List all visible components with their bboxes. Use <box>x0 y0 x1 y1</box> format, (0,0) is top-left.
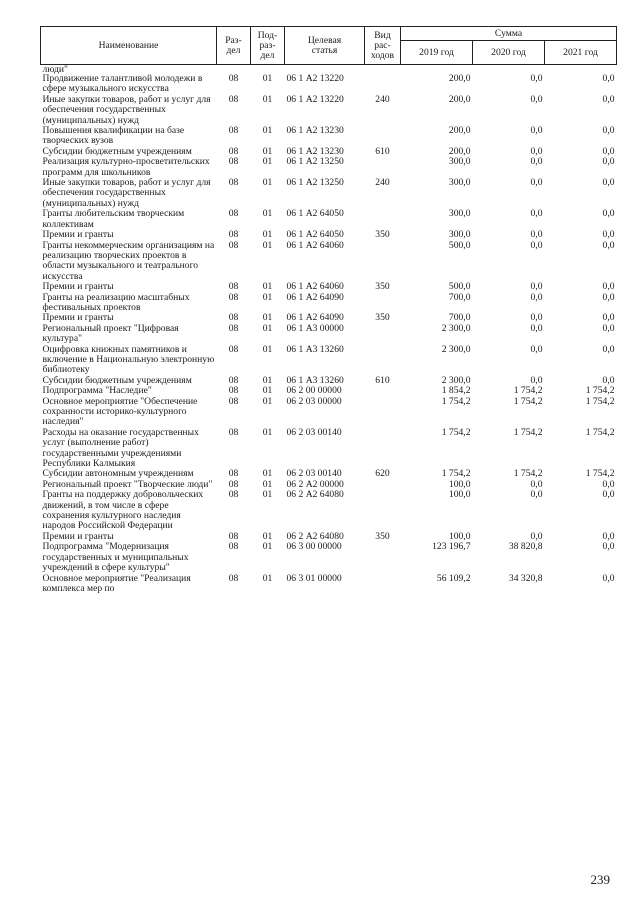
row-sum-2019: 2 300,0 <box>441 374 471 386</box>
row-section: 08 <box>228 73 239 84</box>
row-expense-type <box>365 397 401 428</box>
row-sum-2020: 0,0 <box>530 322 543 334</box>
row-section: 08 <box>228 478 239 490</box>
row-expense-type: 350 <box>375 229 390 241</box>
row-sum-2019: 200,0 <box>448 93 471 105</box>
table-row <box>41 209 617 230</box>
row-name: Иные закупки товаров, работ и услуг для обеспечения государственных (муниципальных) нужд <box>42 93 211 126</box>
table-row <box>41 293 617 314</box>
row-subsection: 01 <box>262 468 273 480</box>
row-sum-2021: 0,0 <box>602 489 615 501</box>
row-expense-type <box>365 324 401 345</box>
row-sum-2020: 1 754,2 <box>513 385 543 397</box>
col-header-sum: Сумма <box>401 27 617 41</box>
row-name: Основное мероприятие "Реализация комплекса мер по <box>42 572 191 594</box>
row-name: Повышения квалификации на базе творческих вузов <box>42 125 185 147</box>
col-header-expense-type: Вид рас- ходов <box>365 27 401 65</box>
row-sum-2019: 500,0 <box>448 281 471 293</box>
row-sum-2019: 200,0 <box>448 145 471 157</box>
row-section: 08 <box>228 281 239 293</box>
row-section: 08 <box>228 208 239 220</box>
row-sum-2020: 0,0 <box>530 177 543 189</box>
row-sum-2020: 0,0 <box>530 145 543 157</box>
row-section: 08 <box>228 177 239 189</box>
row-expense-type <box>365 574 401 595</box>
row-subsection: 01 <box>262 281 273 293</box>
row-subsection: 01 <box>262 125 273 137</box>
row-sum-2020: 0,0 <box>530 73 543 84</box>
col-header-2019: 2019 год <box>401 41 473 65</box>
row-sum-2020: 1 754,2 <box>513 468 543 480</box>
row-sum-2021: 0,0 <box>602 125 615 137</box>
row-sum-2020: 0,0 <box>530 343 543 355</box>
row-expense-type <box>365 480 401 490</box>
row-section: 08 <box>228 156 239 168</box>
row-sum-2021: 0,0 <box>602 572 615 584</box>
table-row <box>41 74 617 95</box>
row-target-item: 06 1 А2 64090 <box>286 291 344 303</box>
row-target-item: 06 2 А2 00000 <box>286 478 344 490</box>
row-sum-2020: 1 754,2 <box>513 395 543 407</box>
row-subsection: 01 <box>262 489 273 501</box>
row-sum-2021: 0,0 <box>602 322 615 334</box>
col-header-2021: 2021 год <box>545 41 617 65</box>
row-sum-2020: 38 820,8 <box>508 541 543 553</box>
row-target-item: 06 1 А2 64060 <box>286 239 344 251</box>
row-sum-2019: 700,0 <box>448 291 471 303</box>
row-sum-2019: 200,0 <box>448 73 471 84</box>
row-subsection: 01 <box>262 291 273 303</box>
table-row <box>41 428 617 470</box>
row-target-item: 06 2 03 00140 <box>286 468 342 480</box>
row-sum-2019: 1 754,2 <box>441 395 471 407</box>
row-name: Региональный проект "Творческие люди" <box>42 478 213 490</box>
row-expense-type <box>365 345 401 376</box>
row-name: Подпрограмма "Наследие" <box>42 385 152 397</box>
row-sum-2020: 0,0 <box>530 530 543 542</box>
page-number: 239 <box>590 872 610 887</box>
row-name: Гранты любительским творческим коллективам <box>42 208 185 230</box>
row-sum-2020: 0,0 <box>530 156 543 168</box>
row-subsection: 01 <box>262 343 273 355</box>
row-name: Реализация культурно-просветительских программ для школьников <box>42 156 210 178</box>
row-name: Региональный проект "Цифровая культура" <box>42 322 179 345</box>
row-expense-type: 610 <box>375 374 390 386</box>
row-section: 08 <box>228 93 239 105</box>
row-subsection: 01 <box>262 541 273 553</box>
row-sum-2021: 0,0 <box>602 208 615 220</box>
row-sum-2019: 1 754,2 <box>441 426 471 438</box>
row-subsection: 01 <box>262 208 273 220</box>
row-subsection: 01 <box>262 374 273 386</box>
row-target-item: 06 3 00 00000 <box>286 541 342 553</box>
row-expense-type: 350 <box>375 312 390 324</box>
table-body <box>41 65 617 595</box>
row-expense-type: 240 <box>375 177 390 189</box>
row-expense-type <box>365 428 401 470</box>
row-sum-2021: 0,0 <box>602 281 615 293</box>
row-target-item: 06 1 А2 13220 <box>286 93 344 105</box>
row-target-item: 06 1 А2 13230 <box>286 145 344 157</box>
row-target-item: 06 1 А2 13250 <box>286 177 344 189</box>
row-sum-2020: 0,0 <box>530 208 543 220</box>
row-sum-2020: 0,0 <box>530 291 543 303</box>
row-sum-2020: 0,0 <box>530 239 543 251</box>
row-name: Субсидии бюджетным учреждениям <box>42 145 192 157</box>
table-row <box>41 574 617 595</box>
row-sum-2021: 1 754,2 <box>585 426 615 438</box>
row-sum-2021: 0,0 <box>602 73 615 84</box>
row-sum-2020: 0,0 <box>530 312 543 324</box>
row-sum-2021: 0,0 <box>602 374 615 386</box>
row-section: 08 <box>228 489 239 501</box>
row-section: 08 <box>228 239 239 251</box>
row-section: 08 <box>228 343 239 355</box>
row-sum-2021: 0,0 <box>602 177 615 189</box>
row-expense-type: 240 <box>375 93 390 105</box>
row-subsection: 01 <box>262 239 273 251</box>
table-row <box>41 490 617 532</box>
table-row <box>41 241 617 283</box>
row-name: Премии и гранты <box>42 229 114 241</box>
row-sum-2020: 0,0 <box>530 281 543 293</box>
table-row <box>41 282 617 292</box>
col-header-subsection: Под- раз- дел <box>251 27 285 65</box>
row-expense-type <box>365 490 401 532</box>
row-sum-2019: 300,0 <box>448 156 471 168</box>
table-row <box>41 178 617 209</box>
row-subsection: 01 <box>262 478 273 490</box>
row-target-item: 06 1 А3 13260 <box>286 343 344 355</box>
row-target-item: 06 2 03 00140 <box>286 426 342 438</box>
row-subsection: 01 <box>262 322 273 334</box>
row-subsection: 01 <box>262 229 273 241</box>
row-name: Премии и гранты <box>42 312 114 324</box>
row-section: 08 <box>228 229 239 241</box>
row-target-item: 06 1 А2 64060 <box>286 281 344 293</box>
row-sum-2021: 0,0 <box>602 312 615 324</box>
row-sum-2019: 1 854,2 <box>441 385 471 397</box>
row-name: Премии и гранты <box>42 281 114 293</box>
table-row <box>41 157 617 178</box>
row-sum-2019: 500,0 <box>448 239 471 251</box>
row-target-item: 06 1 А2 13250 <box>286 156 344 168</box>
row-subsection: 01 <box>262 395 273 407</box>
row-name: Премии и гранты <box>42 530 114 542</box>
table-row <box>41 324 617 345</box>
row-sum-2021: 1 754,2 <box>585 468 615 480</box>
row-name: Подпрограмма "Модернизация государственных и муниципальных учреждений в сфере культуры" <box>42 541 189 574</box>
row-sum-2019: 100,0 <box>448 478 471 490</box>
row-section: 08 <box>228 374 239 386</box>
row-section: 08 <box>228 312 239 324</box>
table-row <box>41 542 617 573</box>
row-section: 08 <box>228 572 239 584</box>
row-sum-2021: 0,0 <box>602 343 615 355</box>
row-sum-2019: 100,0 <box>448 530 471 542</box>
row-expense-type <box>365 126 401 147</box>
row-sum-2019: 300,0 <box>448 177 471 189</box>
row-target-item: 06 1 А2 64050 <box>286 208 344 220</box>
row-sum-2019: 700,0 <box>448 312 471 324</box>
row-name: Основное мероприятие "Обеспечение сохранности историко-культурного наследия" <box>42 395 198 428</box>
row-section: 08 <box>228 541 239 553</box>
row-target-item: 06 1 А2 13220 <box>286 73 344 84</box>
table-row <box>41 345 617 376</box>
row-name: Гранты на поддержку добровольческих движений, в том числе в сфере сохранения культурного наследия народов Российской Федерации <box>42 489 204 532</box>
row-sum-2021: 1 754,2 <box>585 395 615 407</box>
row-sum-2021: 0,0 <box>602 530 615 542</box>
row-subsection: 01 <box>262 385 273 397</box>
row-section: 08 <box>228 530 239 542</box>
row-name: Расходы на оказание государственных услуг (выполнение работ) государственными учреждениями Республики Калмыкия <box>42 426 199 470</box>
row-expense-type <box>365 157 401 178</box>
row-sum-2021: 0,0 <box>602 93 615 105</box>
row-section: 08 <box>228 125 239 137</box>
row-expense-type <box>365 293 401 314</box>
row-expense-type: 610 <box>375 145 390 157</box>
row-sum-2021: 0,0 <box>602 239 615 251</box>
row-sum-2020: 0,0 <box>530 229 543 241</box>
row-sum-2021: 1 754,2 <box>585 385 615 397</box>
row-subsection: 01 <box>262 530 273 542</box>
row-sum-2020: 0,0 <box>530 93 543 105</box>
row-subsection: 01 <box>262 426 273 438</box>
row-section: 08 <box>228 291 239 303</box>
row-subsection: 01 <box>262 177 273 189</box>
row-expense-type <box>365 241 401 283</box>
row-expense-type: 620 <box>375 468 390 480</box>
row-sum-2019: 300,0 <box>448 229 471 241</box>
budget-table <box>40 26 617 594</box>
row-sum-2019: 1 754,2 <box>441 468 471 480</box>
row-sum-2020: 0,0 <box>530 489 543 501</box>
row-sum-2021: 0,0 <box>602 145 615 157</box>
row-target-item: 06 2 03 00000 <box>286 395 342 407</box>
row-subsection: 01 <box>262 73 273 84</box>
row-expense-type: 350 <box>375 281 390 293</box>
row-name: люди" <box>42 64 68 75</box>
row-target-item: 06 2 А2 64080 <box>286 489 344 501</box>
row-sum-2021: 0,0 <box>602 156 615 168</box>
row-section: 08 <box>228 322 239 334</box>
row-name: Иные закупки товаров, работ и услуг для обеспечения государственных (муниципальных) нужд <box>42 177 211 209</box>
col-header-target-item: Целевая статья <box>285 27 365 65</box>
col-header-2020: 2020 год <box>473 41 545 65</box>
row-name: Оцифровка книжных памятников и включение в Национальную электронную библиотеку <box>42 343 215 376</box>
row-sum-2021: 0,0 <box>602 478 615 490</box>
row-expense-type <box>365 209 401 230</box>
row-sum-2019: 200,0 <box>448 125 471 137</box>
row-sum-2020: 0,0 <box>530 478 543 490</box>
row-section: 08 <box>228 145 239 157</box>
row-sum-2019: 2 300,0 <box>441 322 471 334</box>
row-subsection: 01 <box>262 312 273 324</box>
row-target-item: 06 1 А2 13230 <box>286 125 344 137</box>
row-target-item: 06 1 А2 64050 <box>286 229 344 241</box>
row-target-item: 06 3 01 00000 <box>286 572 342 584</box>
row-sum-2019: 56 109,2 <box>436 572 471 584</box>
row-target-item: 06 2 А2 64080 <box>286 530 344 542</box>
row-name: Субсидии автономным учреждениям <box>42 468 194 480</box>
row-section: 08 <box>228 426 239 438</box>
row-subsection: 01 <box>262 145 273 157</box>
col-header-name: Наименование <box>41 27 217 65</box>
row-sum-2019: 2 300,0 <box>441 343 471 355</box>
row-name: Продвижение талантливой молодежи в сфере музыкального искусства <box>42 73 203 95</box>
row-section: 08 <box>228 385 239 397</box>
table-row <box>41 230 617 240</box>
row-sum-2019: 300,0 <box>448 208 471 220</box>
row-target-item: 06 1 А3 00000 <box>286 322 344 334</box>
row-name: Субсидии бюджетным учреждениям <box>42 374 192 386</box>
row-section: 08 <box>228 468 239 480</box>
row-expense-type <box>365 542 401 573</box>
row-subsection: 01 <box>262 156 273 168</box>
row-expense-type <box>365 65 401 75</box>
row-sum-2021: 0,0 <box>602 541 615 553</box>
row-sum-2021: 0,0 <box>602 229 615 241</box>
row-expense-type <box>365 386 401 396</box>
table-row <box>41 95 617 126</box>
row-target-item: 06 1 А2 64090 <box>286 312 344 324</box>
table-row <box>41 126 617 147</box>
row-target-item: 06 1 А3 13260 <box>286 374 344 386</box>
row-sum-2021: 0,0 <box>602 291 615 303</box>
row-sum-2020: 0,0 <box>530 125 543 137</box>
row-name: Гранты некоммерческим организациям на реализацию творческих проектов в области музыкального и театрального искусства <box>42 239 215 282</box>
row-target-item: 06 2 00 00000 <box>286 385 342 397</box>
row-expense-type: 350 <box>375 530 390 542</box>
table-row <box>41 397 617 428</box>
col-header-section: Раз- дел <box>217 27 251 65</box>
row-sum-2019: 100,0 <box>448 489 471 501</box>
row-sum-2020: 1 754,2 <box>513 426 543 438</box>
row-sum-2020: 34 320,8 <box>508 572 543 584</box>
row-section: 08 <box>228 395 239 407</box>
row-subsection: 01 <box>262 572 273 584</box>
row-subsection: 01 <box>262 93 273 105</box>
row-sum-2019: 123 196,7 <box>432 541 471 553</box>
row-expense-type <box>365 74 401 95</box>
row-name: Гранты на реализацию масштабных фестивальных проектов <box>42 291 190 313</box>
row-sum-2020: 0,0 <box>530 374 543 386</box>
